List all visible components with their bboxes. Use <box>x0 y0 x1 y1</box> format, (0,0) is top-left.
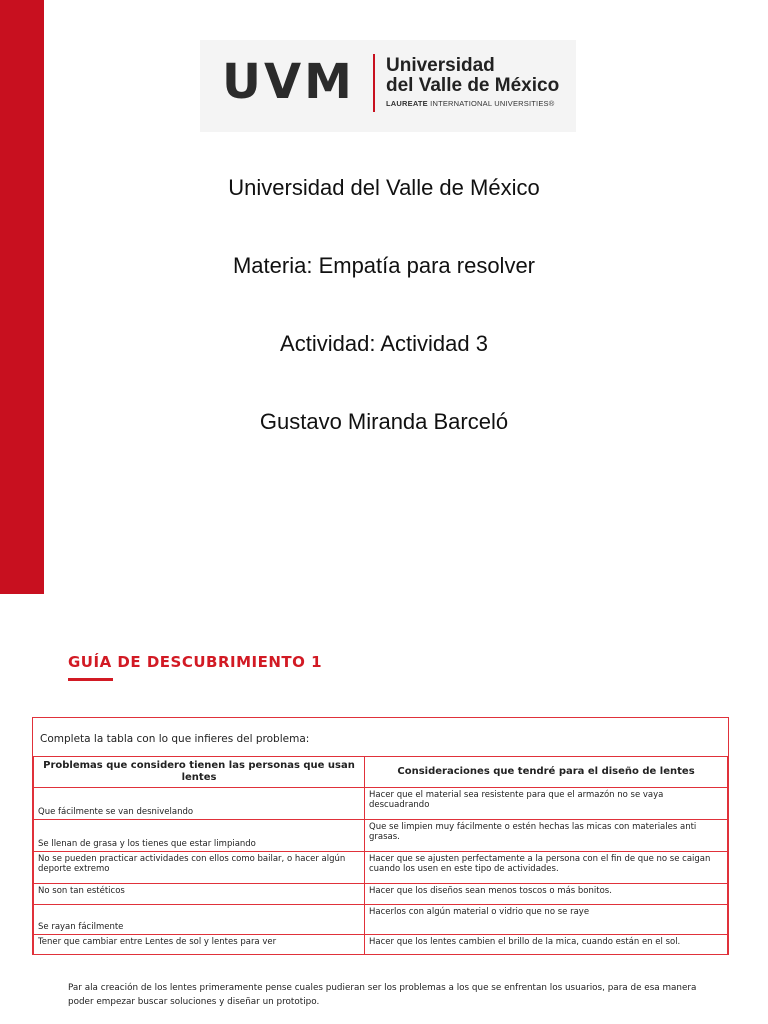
logo-mark: UVM <box>222 54 355 110</box>
consideration-cell: Hacer que el material sea resistente para que el armazón no se vaya descuadrando <box>365 788 728 820</box>
table-row <box>34 905 728 935</box>
laureate-bold: LAUREATE <box>386 99 428 108</box>
problem-cell: Se rayan fácilmente <box>34 905 365 935</box>
problem-cell: Se llenan de grasa y los tienes que estar limpiando <box>34 820 365 852</box>
header-considerations: Consideraciones que tendré para el diseño de lentes <box>365 757 728 788</box>
consideration-cell: Hacer que los lentes cambien el brillo de la mica, cuando están en el sol. <box>365 935 728 955</box>
table-row <box>34 820 728 852</box>
logo-laureate <box>386 99 554 108</box>
table-header-row <box>34 757 728 788</box>
consideration-cell: Hacer que se ajusten perfectamente a la persona con el fin de que no se caigan cuando los usen en este tipo de actividades. <box>365 852 728 884</box>
table-row <box>34 788 728 820</box>
logo-divider <box>373 54 375 112</box>
guide-table-box <box>32 717 729 955</box>
subject-line: Materia: Empatía para resolver <box>232 253 536 278</box>
activity-line: Actividad: Actividad 3 <box>280 331 488 356</box>
table-row <box>34 935 728 955</box>
table-row <box>34 884 728 905</box>
table-instruction: Completa la tabla con lo que infieres del problema: <box>40 733 310 745</box>
logo-name-line2: del Valle de México <box>386 75 560 96</box>
problems-table <box>33 756 728 955</box>
closing-note: Par ala creación de los lentes primeramente pense cuales pudieran ser los problemas a los que se enfrentan los usuarios, para de esa manera poder empezar buscar soluciones y diseñar un prototipo. <box>68 983 697 1007</box>
problem-cell: No son tan estéticos <box>34 884 365 905</box>
table-row <box>34 852 728 884</box>
header-problems: Problemas que considero tienen las personas que usan lentes <box>34 757 365 788</box>
logo-name-line1: Universidad <box>386 55 495 76</box>
consideration-cell: Hacerlos con algún material o vidrio que no se raye <box>365 905 728 935</box>
title-underline <box>68 678 113 681</box>
author-line: Gustavo Miranda Barceló <box>259 409 509 434</box>
guide-title: GUÍA DE DESCUBRIMIENTO 1 <box>68 653 323 671</box>
problem-cell: Tener que cambiar entre Lentes de sol y lentes para ver <box>34 935 365 955</box>
problem-cell: Que fácilmente se van desnivelando <box>34 788 365 820</box>
problem-cell: No se pueden practicar actividades con ellos como bailar, o hacer algún deporte extremo <box>34 852 365 884</box>
consideration-cell: Que se limpien muy fácilmente o estén hechas las micas con materiales anti grasas. <box>365 820 728 852</box>
university-name: Universidad del Valle de México <box>228 175 540 200</box>
laureate-rest: INTERNATIONAL UNIVERSITIES® <box>427 99 555 108</box>
consideration-cell: Hacer que los diseños sean menos toscos o más bonitos. <box>365 884 728 905</box>
uvm-logo <box>200 40 576 132</box>
red-side-bar <box>0 0 44 594</box>
